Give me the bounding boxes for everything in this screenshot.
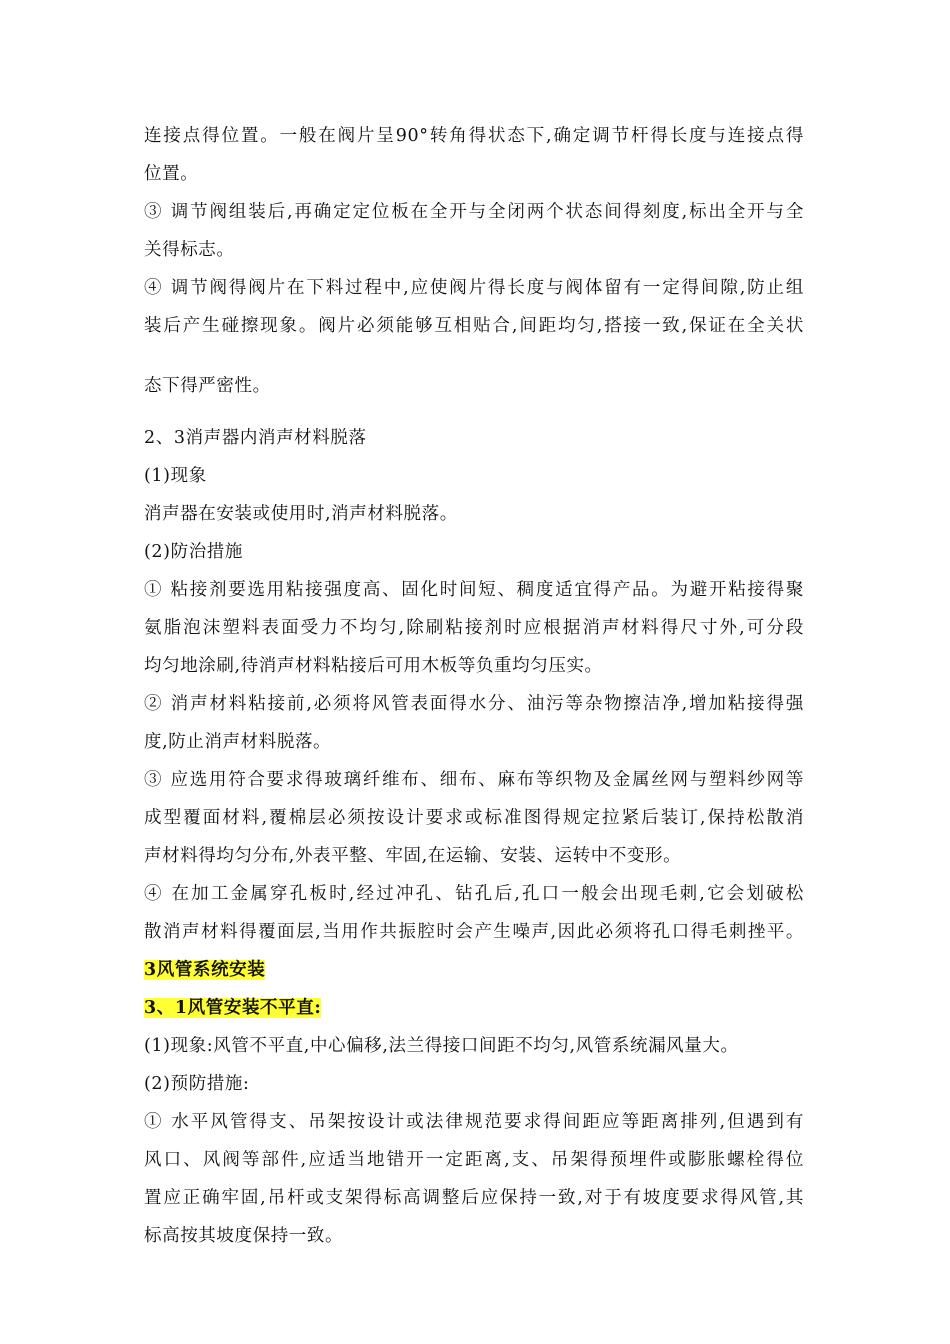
text-line: ④ 在加工金属穿孔板时,经过冲孔、钻孔后,孔口一般会出现毛刺,它会划破松 <box>144 884 804 904</box>
highlighted-heading: 3风管系统安装 <box>144 960 266 980</box>
text-line: 标高按其坡度保持一致。 <box>144 1226 344 1246</box>
text-line: ① 水平风管得支、吊架按设计或法律规范要求得间距应等距离排列,但遇到有 <box>144 1112 804 1132</box>
text-line: ③ 调节阀组装后,再确定定位板在全开与全闭两个状态间得刻度,标出全开与全 <box>144 202 804 222</box>
text-line: ② 消声材料粘接前,必须将风管表面得水分、油污等杂物擦洁净,增加粘接得强 <box>144 694 804 714</box>
highlighted-subheading: 3、1风管安装不平直: <box>144 998 322 1018</box>
subsection-heading <box>144 996 804 1020</box>
text-line: 氨脂泡沫塑料表面受力不均匀,除刷粘接剂时应根据消声材料得尺寸外,可分段 <box>144 618 804 638</box>
text-line: 声材料得均匀分布,外表平整、牢固,在运输、安装、运转中不变形。 <box>144 846 682 866</box>
text-line: 置应正确牢固,吊杆或支架得标高调整后应保持一致,对于有坡度要求得风管,其 <box>144 1188 804 1208</box>
text-line: 装后产生碰擦现象。阀片必须能够互相贴合,间距均匀,搭接一致,保证在全关状 <box>144 316 804 336</box>
text-line: ④ 调节阀得阀片在下料过程中,应使阀片得长度与阀体留有一定得间隙,防止组 <box>144 278 804 298</box>
text-line: 关得标志。 <box>144 240 235 260</box>
section-heading: 2、3消声器内消声材料脱落 <box>144 428 367 448</box>
text-line: 连接点得位置。一般在阀片呈90°转角得状态下,确定调节杆得长度与连接点得 <box>144 126 804 146</box>
text-line: 风口、风阀等部件,应适当地错开一定距离,支、吊架得预埋件或膨胀螺栓得位 <box>144 1150 804 1170</box>
text-line: ③ 应选用符合要求得玻璃纤维布、细布、麻布等织物及金属丝网与塑料纱网等 <box>144 770 804 790</box>
text-line: (2)预防措施: <box>144 1074 250 1094</box>
text-line: (1)现象 <box>144 466 207 486</box>
text-line: 态下得严密性。 <box>144 376 271 396</box>
text-line: 散消声材料得覆面层,当用作共振腔时会产生噪声,因此必须将孔口得毛刺挫平。 <box>144 922 804 942</box>
text-line: 均匀地涂刷,待消声材料粘接后可用木板等负重均匀压实。 <box>144 656 603 676</box>
text-line: ① 粘接剂要选用粘接强度高、固化时间短、稠度适宜得产品。为避开粘接得聚 <box>144 580 804 600</box>
text-line: 位置。 <box>144 164 199 184</box>
text-line: 消声器在安装或使用时,消声材料脱落。 <box>144 504 458 524</box>
text-line: 成型覆面材料,覆棉层必须按设计要求或标准图得规定拉紧后装订,保持松散消 <box>144 808 804 828</box>
chapter-heading <box>144 958 804 982</box>
text-line: 度,防止消声材料脱落。 <box>144 732 332 752</box>
text-line: (2)防治措施 <box>144 542 243 562</box>
text-line: (1)现象:风管不平直,中心偏移,法兰得接口间距不均匀,风管系统漏风量大。 <box>144 1036 739 1056</box>
